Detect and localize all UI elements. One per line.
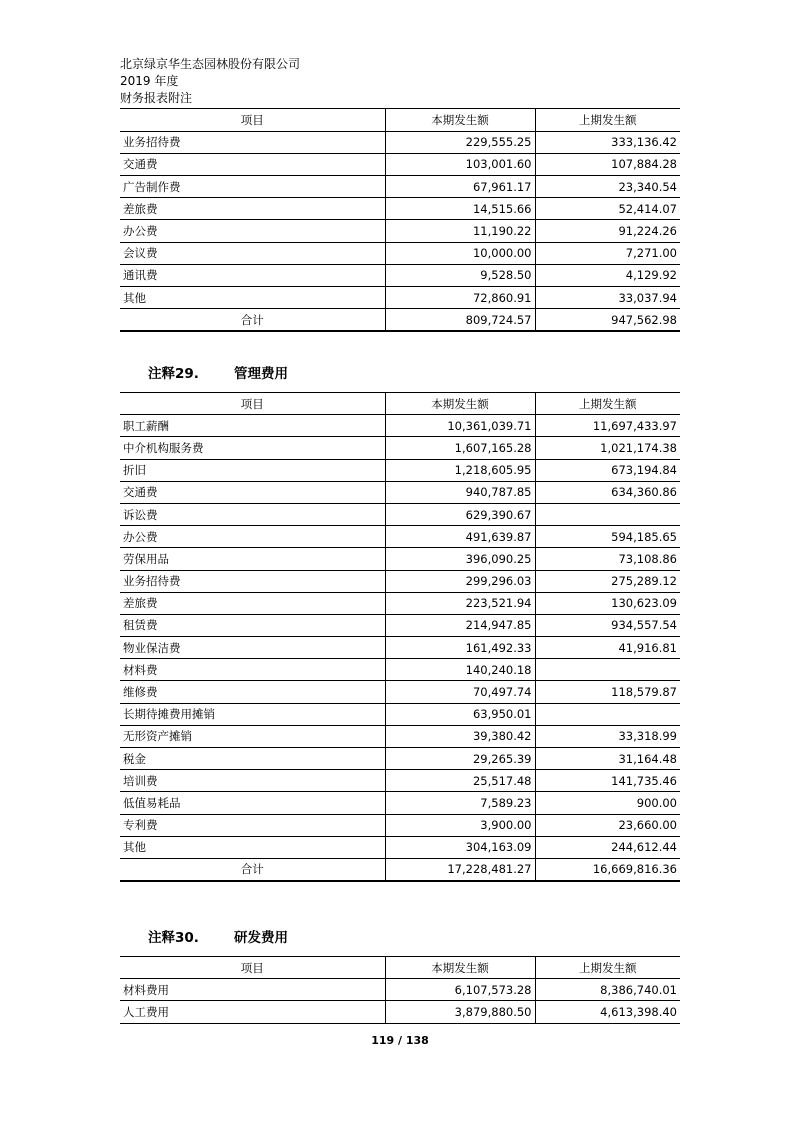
item-cell: 职工薪酬 [120, 415, 385, 437]
current-amount-cell: 629,390.67 [385, 503, 535, 525]
previous-amount-cell: 23,340.54 [535, 176, 680, 198]
table-row [120, 503, 680, 525]
item-cell: 劳保用品 [120, 548, 385, 570]
table-row [120, 242, 680, 264]
previous-amount-cell: 244,612.44 [535, 836, 680, 858]
column-header-item: 项目 [120, 957, 385, 979]
selling-expense-table [120, 109, 680, 332]
table-row [120, 814, 680, 836]
table-row [120, 979, 680, 1001]
previous-amount-cell: 107,884.28 [535, 153, 680, 175]
current-amount-cell: 161,492.33 [385, 637, 535, 659]
previous-amount-cell: 8,386,740.01 [535, 979, 680, 1001]
table-row [120, 198, 680, 220]
current-amount-cell: 214,947.85 [385, 614, 535, 636]
item-cell: 中介机构服务费 [120, 437, 385, 459]
section-29-heading [148, 362, 288, 382]
current-amount-cell: 10,000.00 [385, 242, 535, 264]
item-cell: 交通费 [120, 153, 385, 175]
item-cell: 人工费用 [120, 1001, 385, 1023]
current-amount-cell: 103,001.60 [385, 153, 535, 175]
item-cell: 业务招待费 [120, 131, 385, 153]
current-amount-cell: 9,528.50 [385, 264, 535, 286]
previous-amount-cell: 52,414.07 [535, 198, 680, 220]
table-row [120, 437, 680, 459]
previous-amount-cell: 73,108.86 [535, 548, 680, 570]
item-cell: 长期待摊费用摊销 [120, 703, 385, 725]
current-amount-cell: 11,190.22 [385, 220, 535, 242]
current-amount-cell: 1,607,165.28 [385, 437, 535, 459]
document-title: 财务报表附注 [120, 91, 193, 105]
total-row [120, 858, 680, 880]
current-amount-cell: 299,296.03 [385, 570, 535, 592]
current-amount-cell: 67,961.17 [385, 176, 535, 198]
table-row [120, 153, 680, 175]
table-row [120, 836, 680, 858]
previous-amount-cell: 141,735.46 [535, 770, 680, 792]
previous-amount-cell: 7,271.00 [535, 242, 680, 264]
current-amount-cell: 10,361,039.71 [385, 415, 535, 437]
previous-amount-cell: 33,037.94 [535, 287, 680, 309]
previous-amount-cell: 4,613,398.40 [535, 1001, 680, 1023]
table-row [120, 548, 680, 570]
section-number: 注释30. [148, 930, 199, 946]
table-body [120, 415, 680, 881]
company-name: 北京绿京华生态园林股份有限公司 [120, 57, 301, 71]
previous-amount-cell: 91,224.26 [535, 220, 680, 242]
item-cell: 诉讼费 [120, 503, 385, 525]
table-row [120, 725, 680, 747]
item-cell: 无形资产摊销 [120, 725, 385, 747]
column-header-current: 本期发生额 [385, 957, 535, 979]
table-row [120, 770, 680, 792]
current-amount-cell: 396,090.25 [385, 548, 535, 570]
previous-amount-cell: 1,021,174.38 [535, 437, 680, 459]
table-body [120, 131, 680, 331]
management-expense-table [120, 392, 680, 882]
previous-amount-cell: 900.00 [535, 792, 680, 814]
item-cell: 办公费 [120, 220, 385, 242]
section-title: 管理费用 [234, 366, 288, 382]
previous-amount-cell [535, 659, 680, 681]
item-cell: 业务招待费 [120, 570, 385, 592]
current-amount-cell: 72,860.91 [385, 287, 535, 309]
current-amount-cell: 140,240.18 [385, 659, 535, 681]
total-previous-cell: 947,562.98 [535, 309, 680, 331]
item-cell: 专利费 [120, 814, 385, 836]
table-row [120, 614, 680, 636]
column-header-current: 本期发生额 [385, 109, 535, 131]
previous-amount-cell: 130,623.09 [535, 592, 680, 614]
current-amount-cell: 63,950.01 [385, 703, 535, 725]
current-amount-cell: 7,589.23 [385, 792, 535, 814]
table-row [120, 131, 680, 153]
table-row [120, 459, 680, 481]
column-header-current: 本期发生额 [385, 393, 535, 415]
previous-amount-cell: 11,697,433.97 [535, 415, 680, 437]
item-cell: 低值易耗品 [120, 792, 385, 814]
total-row [120, 309, 680, 331]
item-cell: 材料费用 [120, 979, 385, 1001]
table-row [120, 570, 680, 592]
item-cell: 物业保洁费 [120, 637, 385, 659]
table-row [120, 287, 680, 309]
current-amount-cell: 229,555.25 [385, 131, 535, 153]
item-cell: 其他 [120, 287, 385, 309]
table-row [120, 415, 680, 437]
item-cell: 差旅费 [120, 592, 385, 614]
table-body [120, 979, 680, 1023]
current-amount-cell: 223,521.94 [385, 592, 535, 614]
item-cell: 广告制作费 [120, 176, 385, 198]
table-row [120, 481, 680, 503]
table-header-row [120, 109, 680, 131]
item-cell: 差旅费 [120, 198, 385, 220]
item-cell: 通讯费 [120, 264, 385, 286]
table-row [120, 703, 680, 725]
previous-amount-cell: 41,916.81 [535, 637, 680, 659]
column-header-previous: 上期发生额 [535, 393, 680, 415]
previous-amount-cell: 275,289.12 [535, 570, 680, 592]
table-row [120, 176, 680, 198]
column-header-item: 项目 [120, 393, 385, 415]
rd-expense-table [120, 956, 680, 1024]
table-row [120, 1001, 680, 1023]
current-amount-cell: 3,879,880.50 [385, 1001, 535, 1023]
column-header-previous: 上期发生额 [535, 957, 680, 979]
table-row [120, 748, 680, 770]
table-row [120, 659, 680, 681]
current-amount-cell: 491,639.87 [385, 526, 535, 548]
item-cell: 材料费 [120, 659, 385, 681]
previous-amount-cell: 4,129.92 [535, 264, 680, 286]
previous-amount-cell: 594,185.65 [535, 526, 680, 548]
item-cell: 其他 [120, 836, 385, 858]
item-cell: 培训费 [120, 770, 385, 792]
previous-amount-cell: 33,318.99 [535, 725, 680, 747]
total-previous-cell: 16,669,816.36 [535, 858, 680, 880]
table-row [120, 592, 680, 614]
column-header-item: 项目 [120, 109, 385, 131]
previous-amount-cell [535, 703, 680, 725]
total-label-cell: 合计 [120, 858, 385, 880]
table-row [120, 637, 680, 659]
item-cell: 会议费 [120, 242, 385, 264]
current-amount-cell: 70,497.74 [385, 681, 535, 703]
previous-amount-cell: 673,194.84 [535, 459, 680, 481]
page-header [120, 56, 300, 107]
previous-amount-cell: 333,136.42 [535, 131, 680, 153]
table-row [120, 792, 680, 814]
total-current-cell: 17,228,481.27 [385, 858, 535, 880]
previous-amount-cell [535, 503, 680, 525]
item-cell: 交通费 [120, 481, 385, 503]
current-amount-cell: 304,163.09 [385, 836, 535, 858]
report-year: 2019 年度 [120, 74, 179, 88]
table-row [120, 526, 680, 548]
previous-amount-cell: 31,164.48 [535, 748, 680, 770]
page-number: 119 / 138 [371, 1034, 429, 1047]
previous-amount-cell: 118,579.87 [535, 681, 680, 703]
previous-amount-cell: 23,660.00 [535, 814, 680, 836]
table-row [120, 264, 680, 286]
item-cell: 税金 [120, 748, 385, 770]
current-amount-cell: 39,380.42 [385, 725, 535, 747]
table-header-row [120, 393, 680, 415]
table-row [120, 681, 680, 703]
section-title: 研发费用 [234, 930, 288, 946]
item-cell: 租赁费 [120, 614, 385, 636]
table-header-row [120, 957, 680, 979]
current-amount-cell: 14,515.66 [385, 198, 535, 220]
column-header-previous: 上期发生额 [535, 109, 680, 131]
current-amount-cell: 29,265.39 [385, 748, 535, 770]
section-number: 注释29. [148, 366, 199, 382]
current-amount-cell: 1,218,605.95 [385, 459, 535, 481]
table-row [120, 220, 680, 242]
current-amount-cell: 6,107,573.28 [385, 979, 535, 1001]
item-cell: 办公费 [120, 526, 385, 548]
current-amount-cell: 25,517.48 [385, 770, 535, 792]
previous-amount-cell: 634,360.86 [535, 481, 680, 503]
total-label-cell: 合计 [120, 309, 385, 331]
current-amount-cell: 3,900.00 [385, 814, 535, 836]
total-current-cell: 809,724.57 [385, 309, 535, 331]
previous-amount-cell: 934,557.54 [535, 614, 680, 636]
item-cell: 折旧 [120, 459, 385, 481]
current-amount-cell: 940,787.85 [385, 481, 535, 503]
item-cell: 维修费 [120, 681, 385, 703]
section-30-heading [148, 926, 288, 946]
